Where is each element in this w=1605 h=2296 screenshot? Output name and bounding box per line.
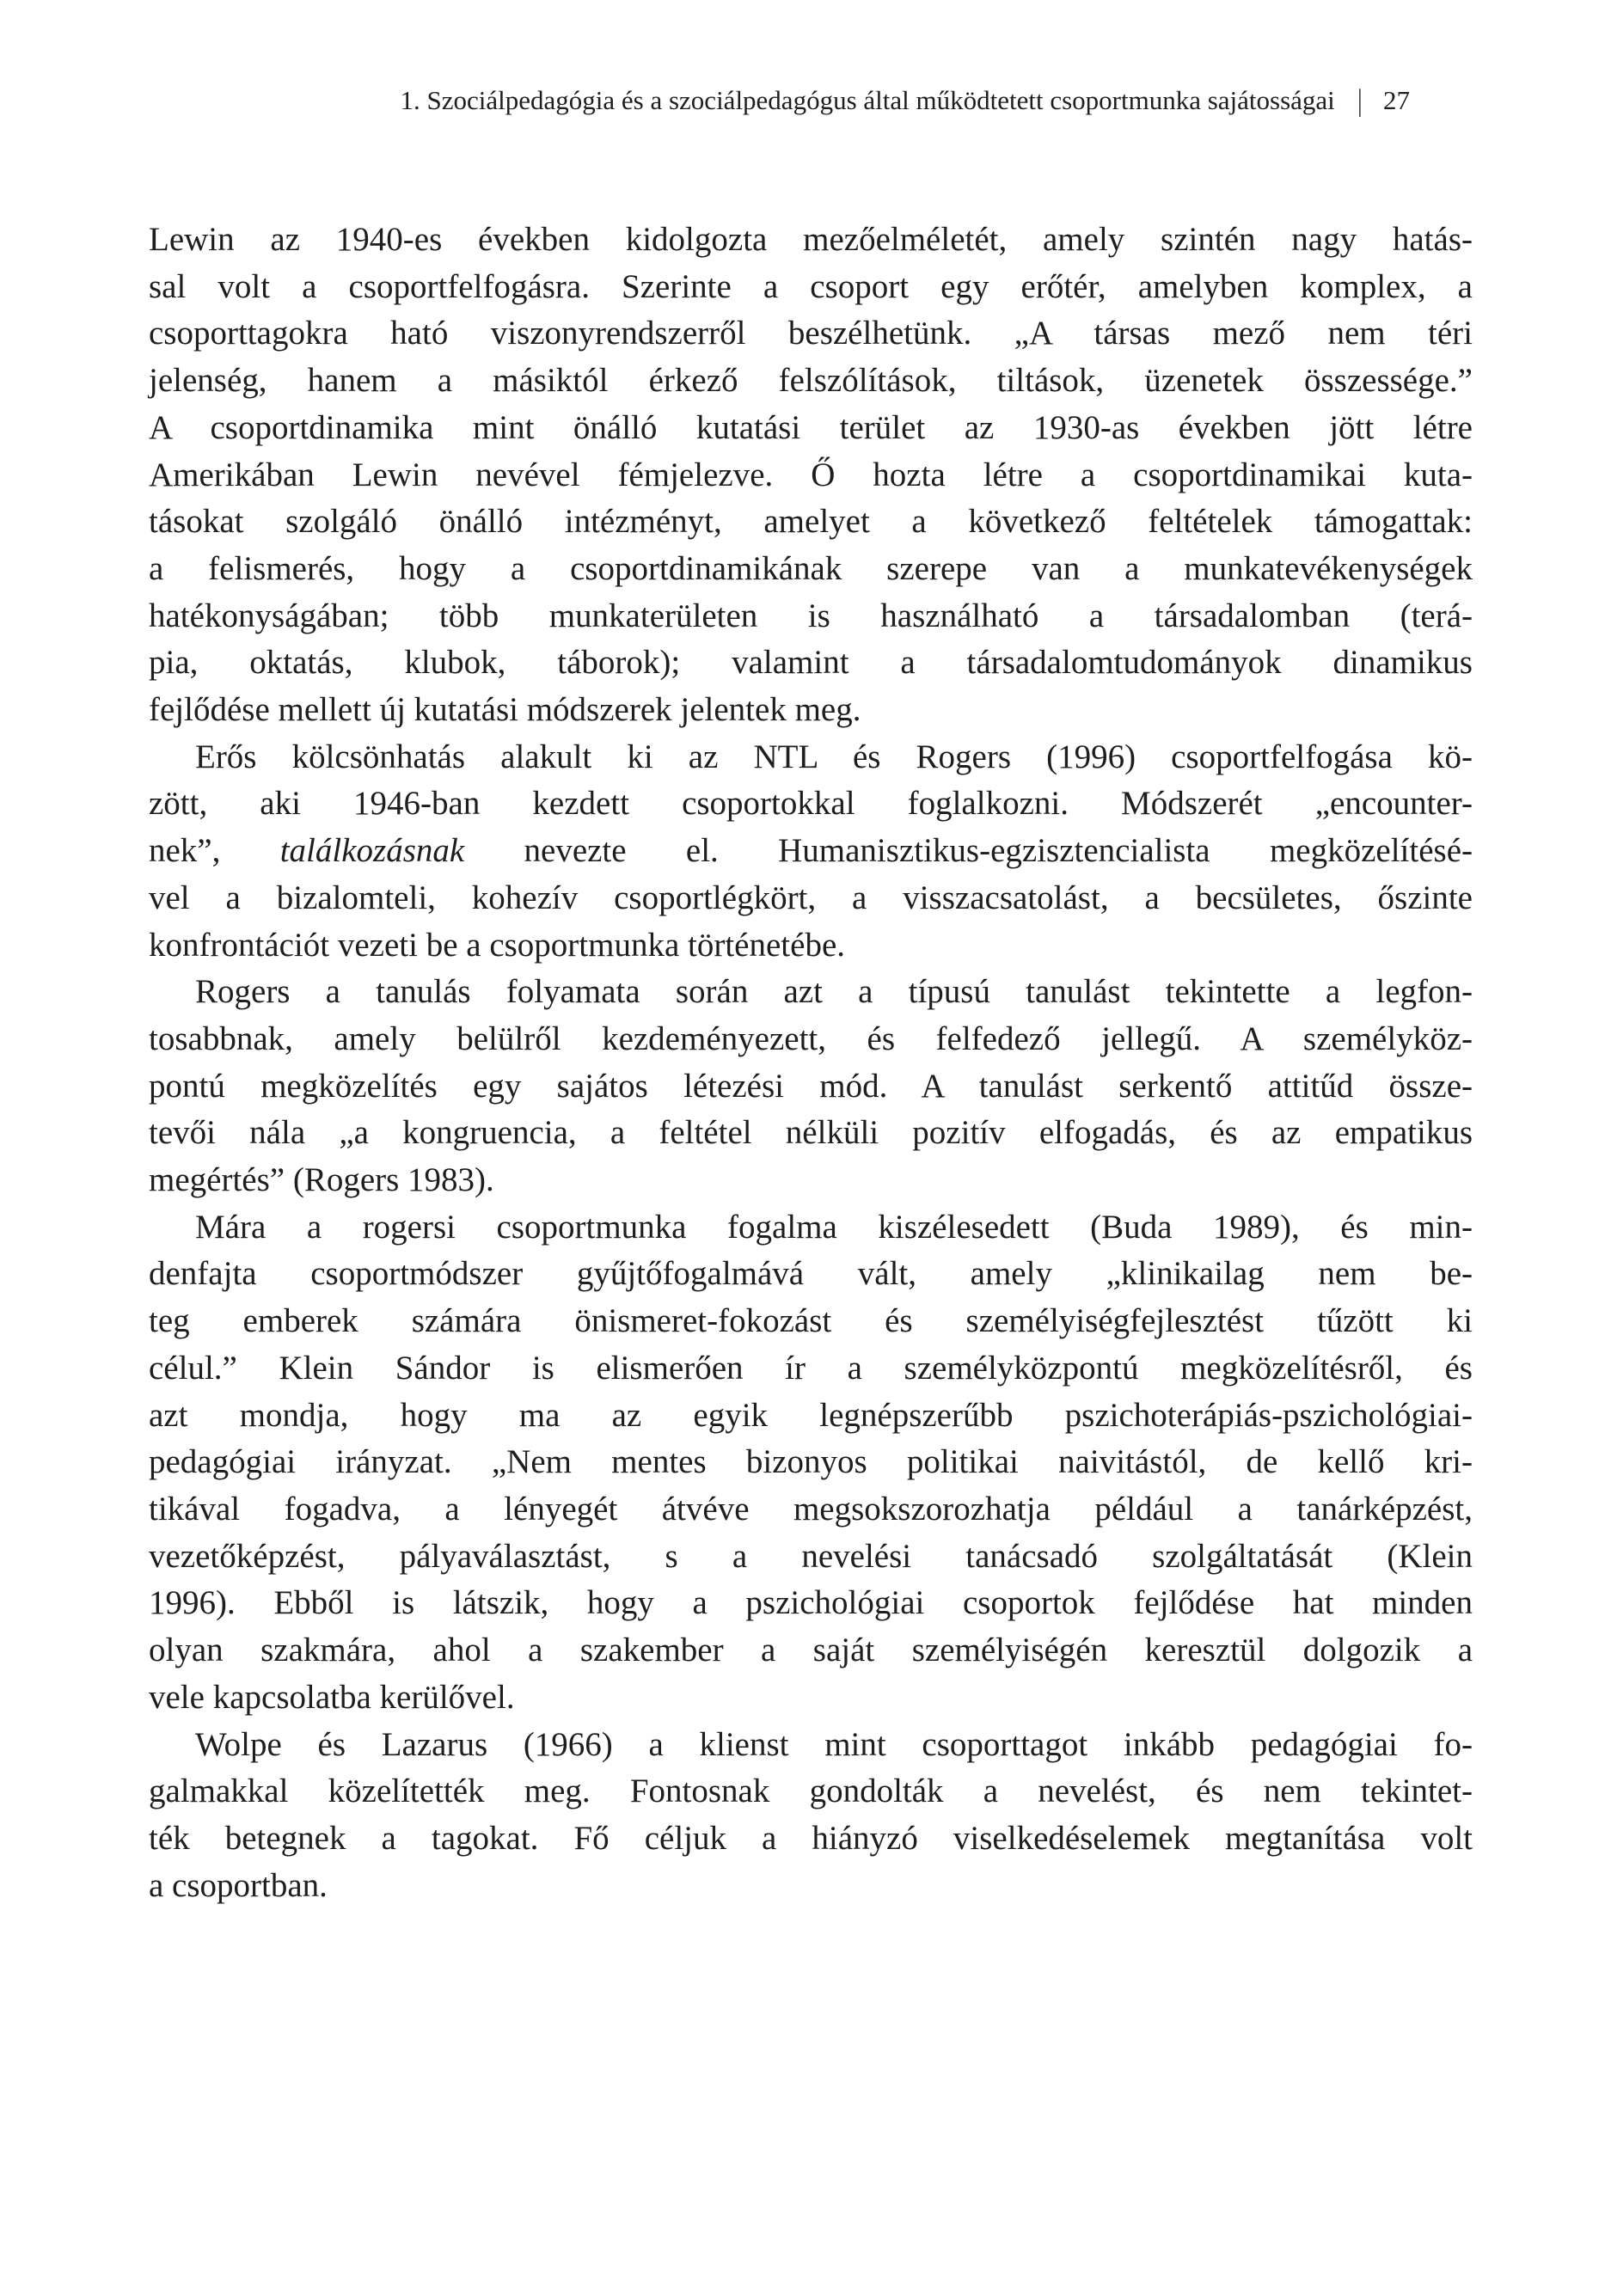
text-line: vezetőképzést, pályaválasztást, s a nevelési tanácsadó szolgáltatását (Klein — [149, 1537, 1473, 1575]
text-line: azt mondja, hogy ma az egyik legnépszerűbb pszichoterápiás-pszichológiai- — [149, 1396, 1473, 1434]
text-line: fejlődése mellett új kutatási módszerek jelentek meg. — [149, 691, 861, 729]
text-line: célul.” Klein Sándor is elismerően ír a személyközpontú megközelítésről, és — [149, 1349, 1473, 1387]
paragraph — [149, 1722, 1473, 1910]
text-line: vele kapcsolatba kerülővel. — [149, 1678, 515, 1716]
text-line: tásokat szolgáló önálló intézményt, amelyet a következő feltételek támogattak: — [149, 503, 1473, 541]
text-line: Rogers a tanulás folyamata során azt a típusú tanulást tekintette a legfon- — [195, 973, 1473, 1011]
text-line: Amerikában Lewin nevével fémjelezve. Ő hozta létre a csoportdinamikai kuta- — [149, 456, 1473, 493]
text-line: denfajta csoportmódszer gyűjtőfogalmává vált, amely „klinikailag nem be- — [149, 1255, 1473, 1293]
header-chapter-title: 1. Szociálpedagógia és a szociálpedagógus által működtetett csoportmunka sajátosságai — [400, 85, 1335, 115]
italic-run: találkozásnak — [279, 832, 465, 870]
text-line: jelenség, hanem a másiktól érkező felszólítások, tiltások, üzenetek összessége.” — [149, 362, 1473, 400]
text-line: pia, oktatás, klubok, táborok); valamint a társadalomtudományok dinamikus — [149, 644, 1473, 682]
text-line: a csoportban. — [149, 1866, 328, 1904]
paragraph — [149, 217, 1473, 734]
text-run: nek”, — [149, 832, 280, 870]
text-line: csoporttagokra ható viszonyrendszerről beszélhetünk. „A társas mező nem téri — [149, 315, 1473, 352]
running-header — [401, 83, 1410, 119]
text-line: sal volt a csoportfelfogásra. Szerinte a csoport egy erőtér, amelyben komplex, a — [149, 267, 1473, 305]
text-line: teg emberek számára önismeret-fokozást és személyiségfejlesztést tűzött ki — [149, 1302, 1473, 1340]
text-line: Lewin az 1940-es években kidolgozta mezőelméletét, amely szintén nagy hatás- — [149, 221, 1473, 258]
paragraph — [149, 1204, 1473, 1722]
text-line: A csoportdinamika mint önálló kutatási terület az 1930-as években jött létre — [149, 408, 1473, 446]
text-line: pontú megközelítés egy sajátos létezési mód. A tanulást serkentő attitűd össze- — [149, 1067, 1473, 1105]
header-separator: | — [1357, 83, 1363, 118]
text-line: hatékonyságában; több munkaterületen is használható a társadalomban (terá- — [149, 597, 1473, 634]
text-line: Mára a rogersi csoportmunka fogalma kiszélesedett (Buda 1989), és min- — [195, 1208, 1473, 1246]
text-line: olyan szakmára, ahol a szakember a saját személyiségén keresztül dolgozik a — [149, 1632, 1473, 1669]
paragraph — [149, 734, 1473, 970]
paragraph — [149, 969, 1473, 1204]
text-line: Erős kölcsönhatás alakult ki az NTL és Rogers (1996) csoportfelfogása kö- — [195, 738, 1473, 775]
text-line: tikával fogadva, a lényegét átvéve megsokszorozhatja például a tanárképzést, — [149, 1490, 1473, 1528]
text-line: zött, aki 1946-ban kezdett csoportokkal foglalkozni. Módszerét „encounter- — [149, 785, 1473, 823]
text-line: a felismerés, hogy a csoportdinamikának szerepe van a munkatevékenységek — [149, 549, 1473, 587]
text-line — [149, 828, 1473, 875]
header-page-number: 27 — [1383, 85, 1410, 115]
text-line: 1996). Ebből is látszik, hogy a pszichológiai csoportok fejlődése hat minden — [149, 1584, 1473, 1622]
text-line: vel a bizalomteli, kohezív csoportlégkört, a visszacsatolást, a becsületes, őszinte — [149, 879, 1473, 916]
text-line: ték betegnek a tagokat. Fő céljuk a hiányzó viselkedéselemek megtanítása volt — [149, 1819, 1473, 1857]
text-run: nevezte el. Humanisztikus-egzisztencialista megközelítésé- — [464, 832, 1473, 870]
text-line: galmakkal közelítették meg. Fontosnak gondolták a nevelést, és nem tekintet- — [149, 1773, 1473, 1810]
text-line: tosabbnak, amely belülről kezdeményezett, és felfedező jellegű. A személyköz- — [149, 1019, 1473, 1057]
text-line: tevői nála „a kongruencia, a feltétel nélküli pozitív elfogadás, és az empatikus — [149, 1114, 1473, 1152]
text-block — [149, 217, 1473, 1909]
text-line: konfrontációt vezeti be a csoportmunka történetébe. — [149, 926, 846, 964]
text-line: Wolpe és Lazarus (1966) a klienst mint csoporttagot inkább pedagógiai fo- — [195, 1725, 1473, 1763]
text-line: pedagógiai irányzat. „Nem mentes bizonyos politikai naivitástól, de kellő kri- — [149, 1443, 1473, 1481]
text-line: megértés” (Rogers 1983). — [149, 1161, 494, 1199]
